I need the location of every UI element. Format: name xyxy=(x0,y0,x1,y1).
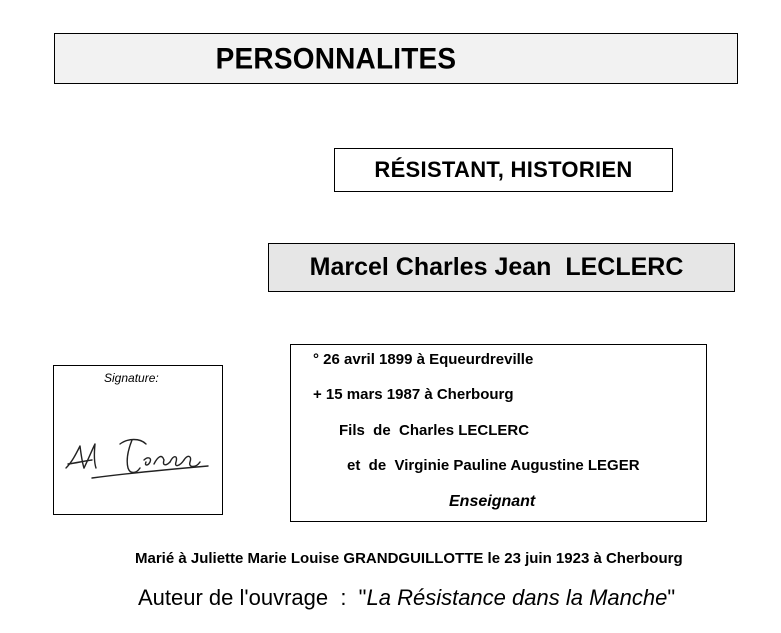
role-box xyxy=(334,148,673,192)
signature-image xyxy=(62,424,212,484)
name-box xyxy=(268,243,735,292)
father-info: Fils de Charles LECLERC xyxy=(339,422,530,439)
birth-info: ° 26 avril 1899 à Equeurdreville xyxy=(313,351,534,368)
author-prefix: Auteur de l'ouvrage : " xyxy=(138,585,367,610)
signature-box xyxy=(53,365,223,515)
page-title: PERSONNALITES xyxy=(215,41,457,75)
author-line xyxy=(138,585,675,611)
role-label: RÉSISTANT, HISTORIEN xyxy=(374,157,633,182)
profession-info: Enseignant xyxy=(449,493,536,510)
header-box xyxy=(54,33,738,84)
author-suffix: " xyxy=(667,585,676,610)
work-title: La Résistance dans la Manche xyxy=(366,585,668,610)
marriage-info: Marié à Juliette Marie Louise GRANDGUILLOTTE le 23 juin 1923 à Cherbourg xyxy=(135,550,683,567)
biography-box xyxy=(290,344,707,522)
mother-info: et de Virginie Pauline Augustine LEGER xyxy=(347,457,640,474)
signature-label: Signature: xyxy=(104,371,159,385)
person-name: Marcel Charles Jean LECLERC xyxy=(309,253,684,281)
death-info: + 15 mars 1987 à Cherbourg xyxy=(313,386,514,403)
